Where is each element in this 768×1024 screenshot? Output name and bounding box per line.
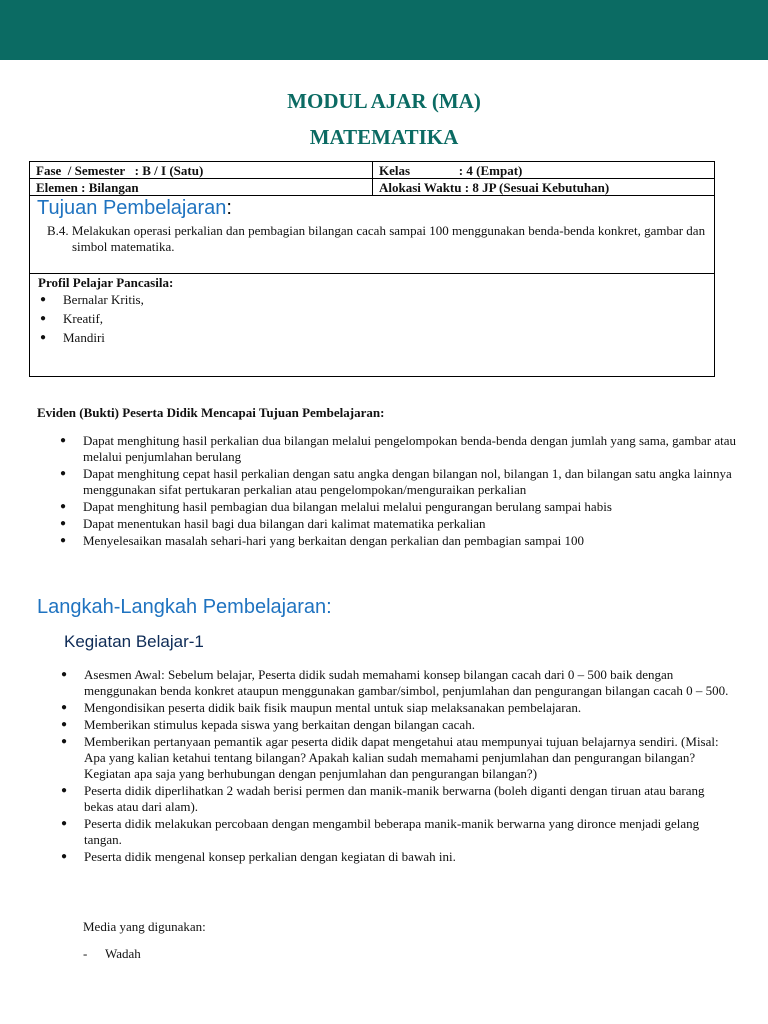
eviden-item: ● Menyelesaikan masalah sehari-hari yang berkaitan dengan perkalian dan pembagian sampai 100 [60, 533, 740, 549]
profil-item: ● Kreatif, [38, 309, 144, 328]
tujuan-text-content: B.4. Melakukan operasi perkalian dan pembagian bilangan cacah sampai 100 menggunakan benda-benda konkret, gambar dan simbol matematika. [47, 223, 706, 254]
profil-heading: Profil Pelajar Pancasila: [38, 275, 174, 290]
elemen-cell: Elemen : Bilangan [30, 179, 373, 196]
profil-item: ● Mandiri [38, 328, 144, 347]
document-title: MODUL AJAR (MA) [287, 89, 481, 113]
langkah-heading [37, 596, 332, 619]
info-table [29, 161, 715, 196]
eviden-item: ● Dapat menghitung cepat hasil perkalian dengan satu angka dengan bilangan nol, bilangan 1, dan bilangan satu angka lainnya menggunakan sifat pertukaran perkalian atau pengelompokan/menguraikan perkalian [60, 466, 740, 498]
langkah-heading-colon: : [326, 596, 332, 618]
kegiatan-item: ● Mengondisikan peserta didik baik fisik maupun mental untuk siap melaksanakan pembelajaran. [61, 700, 733, 716]
langkah-heading-text: Langkah-Langkah Pembelajaran [37, 596, 327, 618]
profil-item: ● Bernalar Kritis, [38, 290, 144, 309]
kegiatan-item: ● Peserta didik diperlihatkan 2 wadah berisi permen dan manik-manik berwarna (boleh diganti dengan tiruan atau barang bekas atau dari alam). [61, 783, 733, 815]
kegiatan-belajar-heading: Kegiatan Belajar-1 [64, 632, 204, 651]
tujuan-pembelajaran-box [29, 195, 715, 274]
eviden-item: ● Dapat menghitung hasil pembagian dua bilangan melalui melalui pengurangan berulang sampai habis [60, 499, 740, 515]
kegiatan-item: ● Memberikan pertanyaan pemantik agar peserta didik dapat mengetahui atau mempunyai tujuan belajarnya sendiri. (Misal: Apa yang kalian ketahui tentang bilangan? Apakah kalian sudah memahami penjumlahan dan pengurangan bilangan? Kegiatan apa saja yang berhubungan dengan penjumlahan dan pengurangan bilangan?) [61, 734, 733, 782]
tujuan-text [47, 223, 707, 255]
profil-list [38, 290, 144, 347]
tujuan-heading-colon: : [226, 197, 232, 219]
eviden-item: ● Dapat menghitung hasil perkalian dua bilangan melalui pengelompokan benda-benda dengan jumlah yang sama, gambar atau melalui penjumlahan berulang [60, 433, 740, 465]
document-subject: MATEMATIKA [309, 125, 459, 149]
header-bar [0, 0, 768, 60]
tujuan-heading [37, 197, 232, 220]
kegiatan-item: ● Peserta didik melakukan percobaan dengan mengambil beberapa manik-manik berwarna yang dironce menjadi gelang tangan. [61, 816, 733, 848]
media-item-text: Wadah [105, 946, 141, 961]
media-label: Media yang digunakan: [83, 919, 206, 934]
fase-semester-cell: Fase / Semester : B / I (Satu) [30, 162, 373, 179]
eviden-list [60, 433, 740, 550]
profil-pelajar-box [29, 272, 715, 377]
kegiatan-item: ● Asesmen Awal: Sebelum belajar, Peserta didik sudah memahami konsep bilangan cacah dari 0 – 500 baik dengan menggunakan benda konkret ataupun menggunakan gambar/simbol, penjumlahan dan pengurangan bilangan cacah 0 – 500. [61, 667, 733, 699]
alokasi-waktu-cell: Alokasi Waktu : 8 JP (Sesuai Kebutuhan) [373, 179, 715, 196]
tujuan-heading-text: Tujuan Pembelajaran [37, 197, 227, 219]
media-item [83, 946, 141, 962]
dash-marker: - [83, 946, 88, 961]
eviden-item: ● Dapat menentukan hasil bagi dua bilangan dari kalimat matematika perkalian [60, 516, 740, 532]
kelas-cell: Kelas : 4 (Empat) [373, 162, 715, 179]
kegiatan-item: ● Memberikan stimulus kepada siswa yang berkaitan dengan bilangan cacah. [61, 717, 733, 733]
eviden-heading: Eviden (Bukti) Peserta Didik Mencapai Tujuan Pembelajaran: [37, 405, 385, 420]
kegiatan-list [61, 667, 733, 866]
kegiatan-item: ● Peserta didik mengenal konsep perkalian dengan kegiatan di bawah ini. [61, 849, 733, 865]
